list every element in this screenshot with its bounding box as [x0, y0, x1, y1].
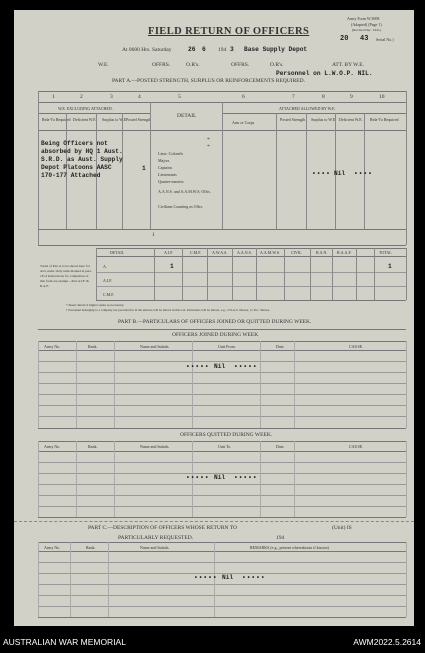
sum-a-aif-value: 1: [170, 263, 174, 270]
col-num-4: 4: [138, 94, 141, 100]
rank-aans-aamws: A.A.N.S. and A.A.M.W.S. Offrs.: [158, 189, 211, 194]
partc-hdr-name: Name and Initials.: [140, 545, 170, 550]
sum-hdr-detail: DETAIL: [110, 250, 125, 255]
at-time-label: At 0600 Hrs. Saturday: [122, 47, 172, 53]
joined-hdr-army-no: Army No.: [44, 344, 61, 349]
sum-row-a: A.: [103, 264, 107, 269]
sum-hdr-aamws: A.A.M.W.S.: [260, 250, 280, 255]
sum-hdr-total: TOTAL: [379, 250, 392, 255]
typed-note-line-4: Depot Platoons AASC: [41, 164, 112, 171]
serial-number: 20: [340, 35, 349, 43]
partc-hdr-army-no: Army No.: [44, 545, 61, 550]
typed-note-line-5: 170-177 Attached: [41, 172, 101, 179]
typed-note-line-1: Being Officers not: [41, 140, 108, 147]
hdr-posted-strength-b: Posted Strength: [280, 117, 306, 122]
joined-title: OFFICERS JOINED DURING WEEK: [172, 332, 259, 338]
rank-captains: Captains: [158, 165, 172, 170]
ors-label: O.R's.: [186, 62, 200, 68]
hdr-arm-or-corps: Arm or Corps: [232, 120, 255, 125]
joined-nil: Nil: [214, 363, 226, 370]
offrs-label: OFFRS.: [152, 62, 171, 68]
part-a-body-bottom: [38, 229, 406, 230]
footnote-2: † Personnel belonging to a company not provided for in the unit/are will be shown in this Col. Particulars will be shown, e.g., 2 W.A.S. Nurses, 11 R.C. Nurses.: [66, 308, 270, 312]
sum-hdr-ran: R.A.N.: [316, 250, 328, 255]
col-num-6: 6: [242, 94, 245, 100]
sum-row-aif: A.I.F.: [103, 278, 113, 283]
we-label: W.E.: [98, 62, 109, 68]
archive-credit: AUSTRALIAN WAR MEMORIAL: [3, 637, 126, 647]
sum-hdr-awas: A.W.A.S.: [212, 250, 228, 255]
column-one-mark: 1: [152, 232, 155, 238]
part-c-line2: PARTICULARLY REQUESTED.: [118, 535, 194, 541]
col-num-10: 10: [379, 94, 385, 100]
footnote-1: * Insert detail of higher ranks as necessary.: [66, 303, 125, 307]
sum-hdr-aif: A.I.F.: [164, 250, 174, 255]
quitted-hdr-cause: CAUSE.: [349, 444, 364, 449]
att-by-we-label: ATT. BY W.E.: [332, 62, 364, 68]
unit-name: Base Supply Depot: [244, 46, 308, 53]
attached-allowed-header: ATTACHED ALLOWED BY W.E.: [279, 106, 336, 111]
form-number: Army Form W.3008: [347, 16, 380, 21]
rank-civilians: Civilians Counting as Offrs.: [158, 204, 204, 209]
sum-hdr-raaf: R.A.A.F.: [337, 250, 352, 255]
quitted-nil: Nil: [214, 474, 226, 481]
hdr-rela-to-required: Rela-To Required: [42, 117, 71, 122]
attached-nil: Nil: [334, 170, 346, 177]
hdr-surplus-we: Surplus to W.E.: [102, 117, 128, 122]
part-b-title: PART B.—PARTICULARS OF OFFICERS JOINED OR QUITTED DURING WEEK.: [118, 319, 312, 325]
sum-hdr-aans: A.A.N.S.: [237, 250, 252, 255]
joined-hdr-date: Date.: [276, 344, 285, 349]
rank-lieut-colonels: Lieut.-Colonels: [158, 151, 183, 156]
date-month: 6: [202, 46, 206, 53]
att-header-rule: [222, 113, 406, 114]
col-num-9: 9: [350, 94, 353, 100]
form-title: FIELD RETURN OF OFFICERS: [148, 26, 310, 37]
serial-label: Serial No.): [376, 37, 394, 42]
part-a-bottom-rule: [38, 245, 406, 246]
summary-side-note: Totals of Part A to be shown here for ALL units. Only units marked in para. 18 of Instructions for completion of this form are exempt—Part A.I.F. & R.A.F.: [40, 264, 92, 288]
sum-hdr-cmf: C.M.F.: [190, 250, 202, 255]
joined-hdr-cause: CAUSE.: [349, 344, 364, 349]
partc-hdr-rank: Rank.: [86, 545, 96, 550]
quitted-title: OFFICERS QUITTED DURING WEEK.: [180, 432, 273, 438]
detail-header: DETAIL: [177, 113, 197, 119]
partc-nil: Nil: [222, 574, 234, 581]
hdr-posted-strength: Posted Strength: [126, 117, 152, 122]
we-header-rule: [38, 113, 150, 114]
hdr-surplus-we-b: Surplus to W.E.: [311, 117, 337, 122]
partc-hdr-remarks: REMARKS (e.g., present whereabouts if known): [250, 545, 329, 550]
form-sheet: Army Form W.3008 (Adapted) (Page 1) (Revised Dec. 1941) 20 43 Serial No.) FIELD RETURN OF OFFICERS At 0600 Hrs. Saturday 26 6 194 3 Base Supply Depot W.E. OFFRS. O.R's. OFFRS. O.R's. ATT. BY W.E. Personnel on L.W.O.P. NIL. PART A.—POSTED STRENGTH, SURPLUS OR REINFORCEMENTS REQUIRED. 1 2 3 4 5 6 7 8 9 10 W.E. EXCLUDING ATTACHED. DETAIL ATTACHED ALLOWED BY W.E. Rela-To Required Deficient W.E. Surplus to W.E. Posted Strength Arm or Corps Posted Strength Surplus to W.E. Deficient W.E. Rela-To Required Being Officers not absorbed by HQ 1 Aust. S.R.D. as Aust. Supply Depot Platoons AASC 170-177 Attached 1 Lieut.-Colonels Majors Captains Lieutenants Quarter-masters A.A.N.S. and A.A.M.W.S. Offrs. Civilians Counting as Offrs. * * •••• Nil •••• 1 Totals of Part A to be shown here for ALL units. Only units marked in para. 18 of Instructions for completion of this form are exempt—Part A.I.F. & R.A.F. DETAIL A.I.F. C.M.F. A.W.A.S. A.A.N.S. A.A.M.W.S. CIVIL R.A.N. R.A.A.F. TOTAL A. A.I.F. C.M.F. 1 1 * Insert detail of higher ranks as necessary. † Personnel belonging to a company not provided for in the unit/are will be shown in this Col. Particulars will be shown, e.g., 2 W.A.S. Nurses, 11 R.C. Nurses. PART B.—PARTICULARS OF OFFICERS JOINED OR QUITTED DURING WEEK. OFFICERS JOINED DURING WEEK Army No. Rank. Name and Initials. Unit From. Date. CAUSE. ••••• Nil ••••• OFFICERS QUITTED DURING WEEK. Army No. Rank. Name and Initials. Unit To. Date. CAUSE. ••••• Nil ••••• PART C.—DESCRIPTION OF OFFICERS WHOSE RETURN TO (Unit) IS PARTICULARLY REQUESTED. 194 Army No. Rank. Name and Initials. REMARKS (e.g., present whereabouts if known) ••••• Nil •••••: [14, 10, 414, 626]
quitted-hdr-rank: Rank.: [88, 444, 98, 449]
hdr-deficient-we: Deficient W.E.: [73, 117, 97, 122]
fold-line: [14, 521, 414, 522]
part-a-top-rule: [38, 91, 406, 92]
part-c-title: PART C.—DESCRIPTION OF OFFICERS WHOSE RETURN TO: [88, 525, 237, 531]
date-year-digit: 3: [230, 46, 234, 53]
quitted-hdr-unit-to: Unit To.: [218, 444, 232, 449]
date-day: 26: [188, 46, 196, 53]
date-year-prefix: 194: [218, 47, 227, 53]
typed-note-line-2: absorbed by HQ 1 Aust.: [41, 148, 123, 155]
joined-hdr-unit-from: Unit From.: [218, 344, 236, 349]
col-num-5: 5: [178, 94, 181, 100]
rank-lieutenants: Lieutenants: [158, 172, 177, 177]
joined-hdr-name: Name and Initials.: [140, 344, 170, 349]
rank-quartermasters: Quarter-masters: [158, 179, 184, 184]
personnel-lwop: Personnel on L.W.O.P. NIL.: [276, 70, 373, 77]
form-revised: (Revised Dec. 1941): [352, 28, 381, 32]
col-num-2: 2: [80, 94, 83, 100]
joined-hdr-rank: Rank.: [88, 344, 98, 349]
sum-row-cmf: C.M.F.: [103, 292, 115, 297]
quitted-hdr-date: Date.: [276, 444, 285, 449]
ors-label-2: O.R's.: [270, 62, 284, 68]
rank-majors: Majors: [158, 158, 170, 163]
lieutenants-count: 1: [142, 165, 146, 172]
offrs-label-2: OFFRS.: [231, 62, 250, 68]
typed-note-line-3: S.R.D. as Aust. Supply: [41, 156, 123, 163]
col-num-8: 8: [322, 94, 325, 100]
sum-hdr-civil: CIVIL: [291, 250, 302, 255]
hdr-rela-to-required-b: Rela-To Required: [370, 117, 399, 122]
archive-reference: AWM2022.5.2614: [353, 637, 421, 647]
quitted-hdr-army-no: Army No.: [44, 444, 61, 449]
col-num-7: 7: [292, 94, 295, 100]
hdr-deficient-we-b: Deficient W.E.: [339, 117, 363, 122]
sum-a-total-value: 1: [388, 263, 392, 270]
part-c-unit-label: (Unit) IS: [332, 525, 352, 531]
part-c-year: 194: [276, 535, 285, 541]
col-num-3: 3: [110, 94, 113, 100]
serial-number-suffix: 43: [360, 35, 369, 43]
col-num-1: 1: [52, 94, 55, 100]
part-a-title: PART A.—POSTED STRENGTH, SURPLUS OR REINFORCEMENTS REQUIRED.: [112, 78, 305, 84]
we-excluding-header: W.E. EXCLUDING ATTACHED.: [58, 106, 113, 111]
form-adapted: (Adapted) (Page 1): [351, 22, 382, 27]
quitted-hdr-name: Name and Initials.: [140, 444, 170, 449]
